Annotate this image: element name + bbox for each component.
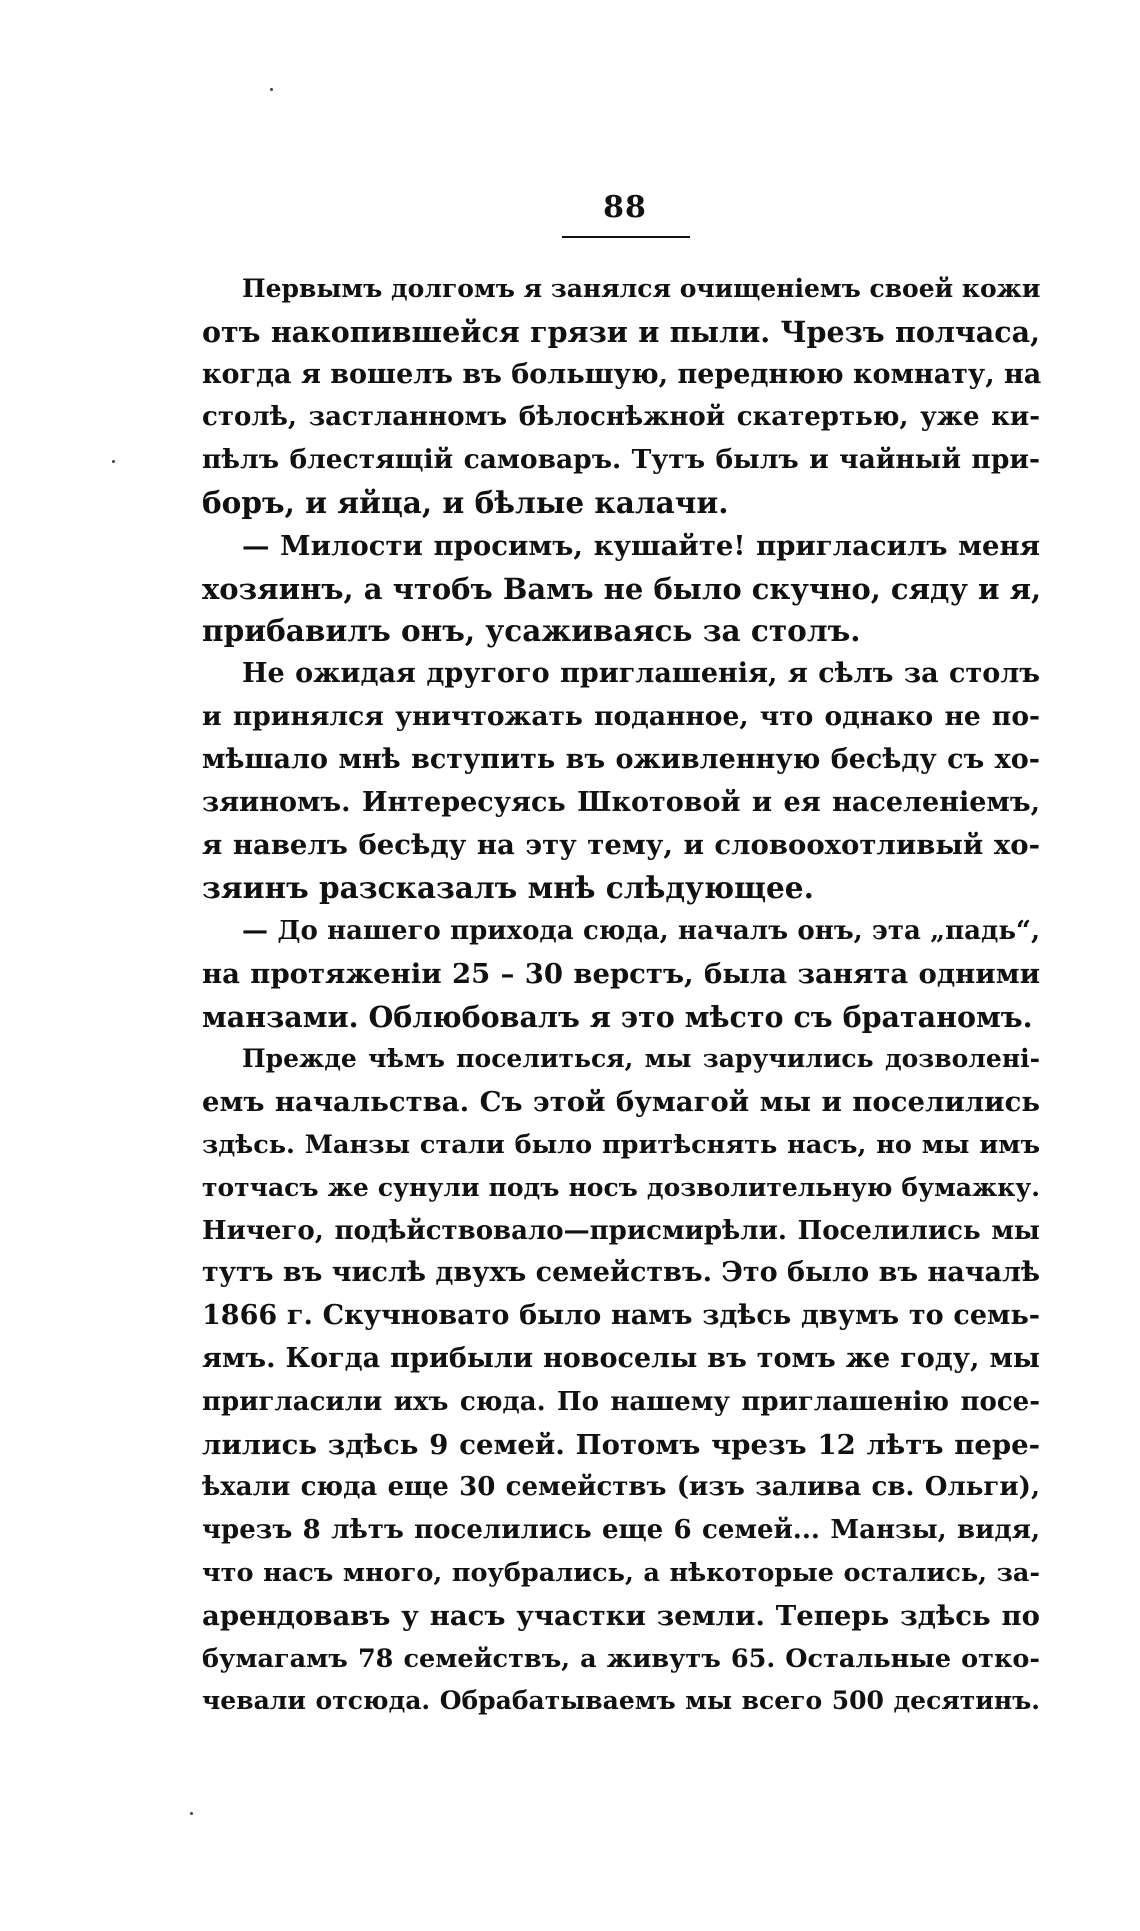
text-line: зяиномъ. Интересуясь Шкотовой и ея населеніемъ,	[202, 786, 1040, 818]
scan-speck	[112, 460, 115, 463]
text-line: манзами. Облюбовалъ я это мѣсто съ братаномъ.	[202, 999, 1033, 1034]
page-number-rule	[562, 236, 690, 238]
text-line: — До нашего прихода сюда, началъ онъ, эта „падь“,	[242, 915, 1040, 946]
text-line: арендовавъ у насъ участки земли. Теперь здѣсь по	[202, 1599, 1040, 1632]
text-line: я навелъ бесѣду на эту тему, и словоохотливый хо-	[202, 829, 1040, 862]
text-line: тотчасъ же сунули подъ носъ дозволительную бумажку.	[202, 1172, 1040, 1202]
text-line: Прежде чѣмъ поселиться, мы заручились дозволені-	[242, 1044, 1040, 1074]
text-line: ямъ. Когда прибыли новоселы въ томъ же году, мы	[202, 1342, 1040, 1374]
text-line: отъ накопившейся грязи и пыли. Чрезъ полчаса,	[202, 314, 1040, 349]
text-line: столѣ, застланномъ бѣлоснѣжной скатертью, уже ки-	[202, 402, 1040, 433]
text-line: 1866 г. Скучновато было намъ здѣсь двумъ то семь-	[202, 1300, 1040, 1332]
text-line: Первымъ долгомъ я занялся очищеніемъ своей кожи	[242, 274, 1041, 303]
text-line: когда я вошелъ въ большую, переднюю комнату, на	[202, 358, 1042, 390]
text-line: и принялся уничтожать поданное, что однако не по-	[202, 700, 1040, 732]
text-line: Не ожидая другого приглашенія, я сѣлъ за столъ	[242, 658, 1040, 690]
text-line: на протяженіи 25 – 30 верстъ, была занята одними	[202, 957, 1040, 990]
text-line: что насъ много, поубрались, а нѣкоторые остались, за-	[202, 1557, 1040, 1588]
text-line: чевали отсюда. Обрабатываемъ мы всего 500 десятинъ.	[202, 1686, 1040, 1716]
text-line: лились здѣсь 9 семей. Потомъ чрезъ 12 лѣтъ пере-	[202, 1428, 1040, 1461]
text-line: ѣхали сюда еще 30 семействъ (изъ залива св. Ольги),	[202, 1472, 1040, 1503]
text-line: зяинъ разсказалъ мнѣ слѣдующее.	[202, 870, 814, 906]
text-line: здѣсь. Манзы стали было притѣснять насъ, но мы имъ	[202, 1129, 1040, 1160]
text-line: тутъ въ числѣ двухъ семействъ. Это было въ началѣ	[202, 1257, 1040, 1289]
text-line: боръ, и яйца, и бѣлые калачи.	[202, 484, 729, 520]
text-line: Ничего, подѣйствовало—присмирѣли. Поселились мы	[202, 1215, 1040, 1246]
scan-speck	[270, 88, 273, 91]
text-line: пѣлъ блестящій самоваръ. Тутъ былъ и чайный при-	[202, 444, 1040, 476]
body-text	[202, 268, 1040, 1723]
text-line: мѣшало мнѣ вступить въ оживленную бесѣду съ хо-	[202, 743, 1040, 775]
text-line: — Милости просимъ, кушайте! пригласилъ меня	[242, 529, 1040, 562]
scan-speck	[190, 1812, 193, 1815]
text-line: пригласили ихъ сюда. По нашему приглашенію посе-	[202, 1386, 1040, 1417]
text-line: бумагамъ 78 семействъ, а живутъ 65. Остальные отко-	[202, 1643, 1040, 1674]
text-line: емъ начальства. Съ этой бумагой мы и поселились	[202, 1086, 1040, 1119]
page-number: 88	[603, 190, 647, 225]
text-line: хозяинъ, а чтобъ Вамъ не было скучно, сяду и я,	[202, 571, 1042, 606]
text-line: чрезъ 8 лѣтъ поселились еще 6 семей... Манзы, видя,	[202, 1515, 1040, 1546]
text-line: прибавилъ онъ, усаживаясь за столъ.	[202, 613, 861, 649]
